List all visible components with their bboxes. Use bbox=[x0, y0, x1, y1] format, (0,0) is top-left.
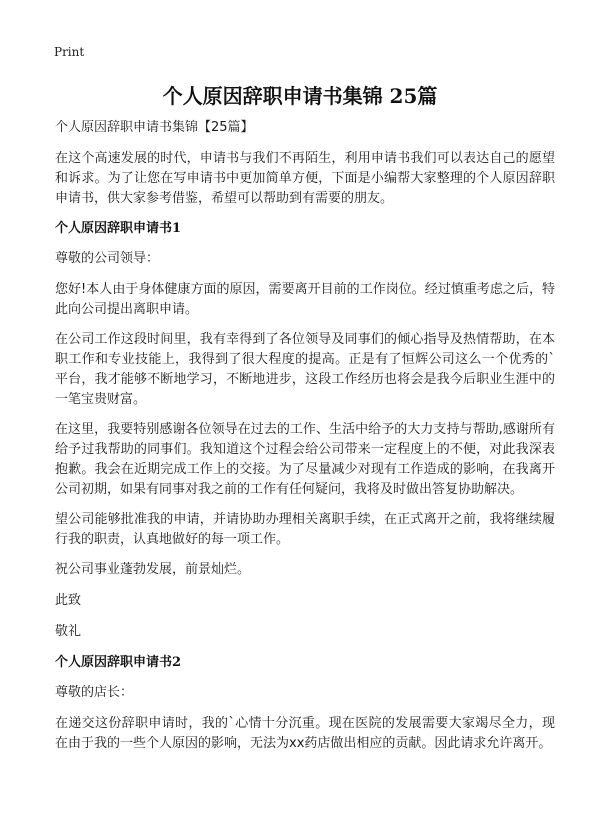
closing-salute: 敬礼 bbox=[55, 624, 82, 639]
salutation: 尊敬的店长： bbox=[55, 685, 134, 700]
body-paragraph: 望公司能够批准我的申请，并请协助办理相关离职手续，在正式离开之前，我将继续履行我的职责，认真地做好的每一项工作。 bbox=[55, 512, 555, 547]
body-paragraph: 在这里，我要特别感谢各位领导在过去的工作、生活中给予的大力支持与帮助,感谢所有给予过我帮助的同事们。我知道这个过程会给公司带来一定程度上的不便，对此我深表抱歉。我会在近期完成工作上的交接。为了尽量减少对现有工作造成的影响，在我离开公司初期，如果有同事对我之前的工作有任何疑问，我将及时做出答复协助解决。 bbox=[55, 422, 555, 497]
body-paragraph: 在公司工作这段时间里，我有幸得到了各位领导及同事们的倾心指导及热情帮助，在本职工作和专业技能上，我得到了很大程度的提高。正是有了恒辉公司这么一个优秀的`平台，我才能够不断地学习，不断地进步，这段工作经历也将会是我今后职业生涯中的一笔宝贵财富。 bbox=[55, 332, 555, 407]
closing-line: 此致 bbox=[55, 593, 82, 608]
closing-wish: 祝公司事业蓬勃发展，前景灿烂。 bbox=[55, 562, 251, 577]
section-1 bbox=[55, 219, 555, 642]
document-title: 个人原因辞职申请书集锦 25篇 bbox=[162, 84, 438, 108]
section-heading: 个人原因辞职申请书2 bbox=[55, 655, 182, 670]
intro-paragraph: 在这个高速发展的时代，申请书与我们不再陌生，利用申请书我们可以表达自己的愿望和诉求。为了让您在写申请书中更加简单方便，下面是小编帮大家整理的个人原因辞职申请书，供大家参考借鉴，希望可以帮助到有需要的朋友。 bbox=[55, 151, 555, 206]
body-paragraph: 在递交这份辞职申请时，我的`心情十分沉重。现在医院的发展需要大家竭尽全力，现在由于我的一些个人原因的影响，无法为xx药店做出相应的贡献。因此请求允许离开。 bbox=[55, 716, 555, 751]
section-2 bbox=[55, 653, 555, 754]
document-body bbox=[55, 118, 555, 764]
body-paragraph: 您好!本人由于身体健康方面的原因，需要离开目前的工作岗位。经过慎重考虑之后，特此向公司提出离职申请。 bbox=[55, 282, 555, 317]
print-label: Print bbox=[54, 45, 85, 59]
document-subtitle: 个人原因辞职申请书集锦【25篇】 bbox=[55, 120, 254, 135]
salutation: 尊敬的公司领导： bbox=[55, 251, 160, 266]
section-heading: 个人原因辞职申请书1 bbox=[55, 221, 182, 236]
